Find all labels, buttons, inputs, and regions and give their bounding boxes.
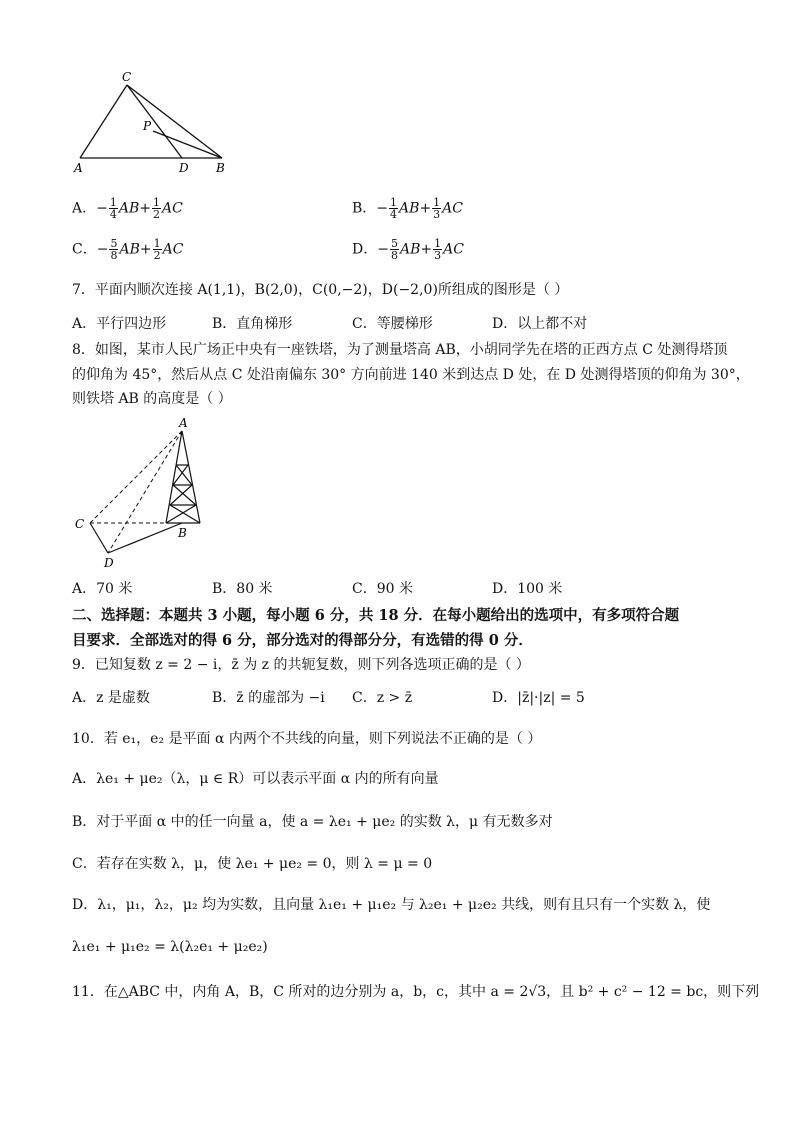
tower-label-D: D (104, 556, 114, 570)
label-A: A (74, 161, 83, 175)
q11-stem: 11．在△ABC 中，内角 A，B，C 所对的边分别为 a，b，c，其中 a = 2√3，且 b² + c² − 12 = bc，则下列 (72, 984, 760, 1000)
tower-label-A: A (179, 416, 188, 430)
q9-stem: 9．已知复数 z = 2 − i，z̄ 为 z 的共轭复数，则下列各选项正确的是（ ） (72, 657, 530, 673)
q9-option-d: D．|z̄|·|z| = 5 (492, 690, 585, 706)
q6-option-a: A．− $\frac{1}{4}$ AB+ $\frac{1}{2}$ AC (72, 196, 183, 221)
label-D: D (179, 161, 189, 175)
q8-stem-line2: 的仰角为 45°，然后从点 C 处沿南偏东 30° 方向前进 140 米到达点 D 处，在 D 处测得塔顶的仰角为 30°， (72, 367, 750, 383)
q8-option-b: B．80 米 (212, 581, 273, 597)
q9-option-c: C．z > z̄ (352, 690, 413, 706)
q7-option-b: B．直角梯形 (212, 316, 293, 332)
q9-option-b: B．z̄ 的虚部为 −i (212, 690, 325, 706)
q7-stem: 7．平面内顺次连接 A(1,1)，B(2,0)，C(0,−2)，D(−2,0)所组成的图形是（ ） (72, 282, 569, 298)
tower-label-B: B (178, 526, 187, 540)
q6-option-b: B．− $\frac{1}{4}$ AB+ $\frac{1}{3}$ AC (352, 196, 463, 221)
section2-line1: 二、选择题：本题共 3 小题，每小题 6 分，共 18 分．在每小题给出的选项中，有多项符合题 (72, 607, 680, 624)
q10-option-b: B．对于平面 α 中的任一向量 a，使 a = λe₁ + μe₂ 的实数 λ，μ 有无数多对 (72, 814, 553, 830)
label-C: C (122, 70, 132, 84)
triangle-figure (70, 70, 240, 180)
q6-option-d: D．− $\frac{5}{8}$ AB+ $\frac{1}{3}$ AC (352, 237, 464, 262)
label-P: P (143, 119, 152, 133)
q7-option-a: A．平行四边形 (72, 316, 167, 332)
q8-stem-line3: 则铁塔 AB 的高度是（ ） (72, 391, 232, 407)
q7-option-c: C．等腰梯形 (352, 316, 433, 332)
q6-option-c: C．− $\frac{5}{8}$ AB+ $\frac{1}{2}$ AC (72, 237, 184, 262)
label-B: B (216, 161, 225, 175)
q10-option-a: A．λe₁ + μe₂（λ，μ ∈ R）可以表示平面 α 内的所有向量 (72, 771, 439, 787)
q7-option-d: D．以上都不对 (492, 316, 588, 332)
q8-option-a: A．70 米 (72, 581, 133, 597)
section2-line2: 目要求．全部选对的得 6 分，部分选对的得部分分，有选错的得 0 分． (72, 632, 533, 649)
q10-option-c: C．若存在实数 λ，μ，使 λe₁ + μe₂ = 0，则 λ = μ = 0 (72, 856, 433, 872)
tower-label-C: C (75, 517, 85, 531)
q8-option-c: C．90 米 (352, 581, 413, 597)
tower-figure (70, 415, 215, 575)
q10-stem: 10．若 e₁，e₂ 是平面 α 内两个不共线的向量，则下列说法不正确的是（ ） (72, 731, 542, 747)
q10-option-d-line2: λ₁e₁ + μ₁e₂ = λ(λ₂e₁ + μ₂e₂) (72, 939, 268, 955)
q8-stem-line1: 8．如图，某市人民广场正中央有一座铁塔，为了测量塔高 AB，小胡同学先在塔的正西方点 C 处测得塔顶 (72, 342, 728, 358)
q9-option-a: A．z 是虚数 (72, 690, 150, 706)
q10-option-d-line1: D．λ₁，μ₁，λ₂，μ₂ 均为实数，且向量 λ₁e₁ + μ₁e₂ 与 λ₂e₁ + μ₂e₂ 共线，则有且只有一个实数 λ，使 (72, 897, 711, 913)
q8-option-d: D．100 米 (492, 581, 563, 597)
